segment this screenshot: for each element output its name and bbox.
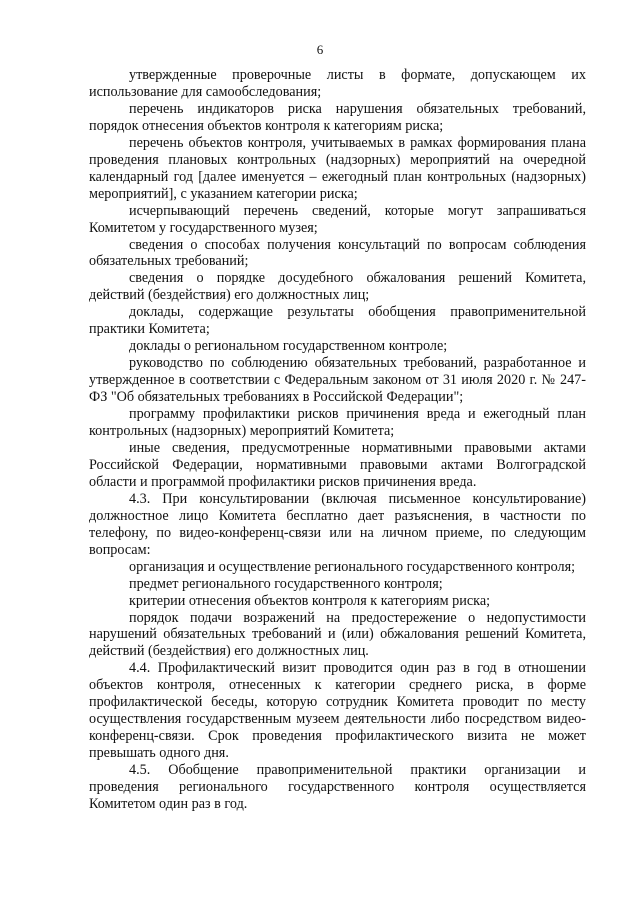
paragraph: перечень объектов контроля, учитываемых в рамках формирования плана проведения плановых контрольных (надзорных) мероприятий на очередной календарный год [далее именуется – ежегодный план контрольных (надзорных) мероприятий], с указанием категории риска; bbox=[89, 134, 586, 202]
body-text bbox=[89, 67, 586, 813]
paragraph: 4.4. Профилактический визит проводится один раз в год в отношении объектов контроля, отнесенных к категории среднего риска, в форме профилактической беседы, которую сотрудник Комитета проводит по месту осуществления государственным музеем деятельности либо посредством видео-конференц-связи. Срок проведения профилактического визита не может превышать одного дня. bbox=[89, 660, 586, 762]
paragraph: сведения о способах получения консультаций по вопросам соблюдения обязательных требований; bbox=[89, 236, 586, 270]
paragraph: порядок подачи возражений на предостережение о недопустимости нарушений обязательных требований и (или) обжалования решений Комитета, действий (бездействия) его должностных лиц. bbox=[89, 609, 586, 660]
paragraph: 4.5. Обобщение правоприменительной практики организации и проведения регионального государственного контроля осуществляется Комитетом один раз в год. bbox=[89, 762, 586, 812]
paragraph: доклады, содержащие результаты обобщения правоприменительной практики Комитета; bbox=[89, 304, 586, 338]
paragraph: 4.3. При консультировании (включая письменное консультирование) должностное лицо Комитета бесплатно дает разъяснения, в частности по телефону, по видео-конференц-связи или на личном приеме, по следующим вопросам: bbox=[89, 490, 586, 558]
paragraph: руководство по соблюдению обязательных требований, разработанное и утвержденное в соответствии с Федеральным законом от 31 июля 2020 г. № 247-ФЗ "Об обязательных требованиях в Российской Федерации"; bbox=[89, 355, 586, 406]
page-number: 6 bbox=[316, 42, 324, 57]
paragraph: предмет регионального государственного контроля; bbox=[129, 575, 443, 592]
paragraph: перечень индикаторов риска нарушения обязательных требований, порядок отнесения объектов контроля к категориям риска; bbox=[89, 100, 586, 134]
paragraph: сведения о порядке досудебного обжалования решений Комитета, действий (бездействия) его должностных лиц; bbox=[89, 270, 586, 304]
paragraph: программу профилактики рисков причинения вреда и ежегодный план контрольных (надзорных) мероприятий Комитета; bbox=[89, 406, 586, 440]
paragraph: организация и осуществление регионального государственного контроля; bbox=[129, 558, 576, 575]
paragraph: критерии отнесения объектов контроля к категориям риска; bbox=[129, 592, 491, 609]
paragraph: исчерпывающий перечень сведений, которые могут запрашиваться Комитетом у государственного музея; bbox=[89, 202, 586, 236]
paragraph: доклады о региональном государственном контроле; bbox=[129, 338, 448, 355]
paragraph: иные сведения, предусмотренные нормативными правовыми актами Российской Федерации, нормативными правовыми актами Волгоградской области и программой профилактики рисков причинения вреда. bbox=[89, 439, 586, 490]
paragraph: утвержденные проверочные листы в формате, допускающем их использование для самообследования; bbox=[89, 67, 586, 100]
